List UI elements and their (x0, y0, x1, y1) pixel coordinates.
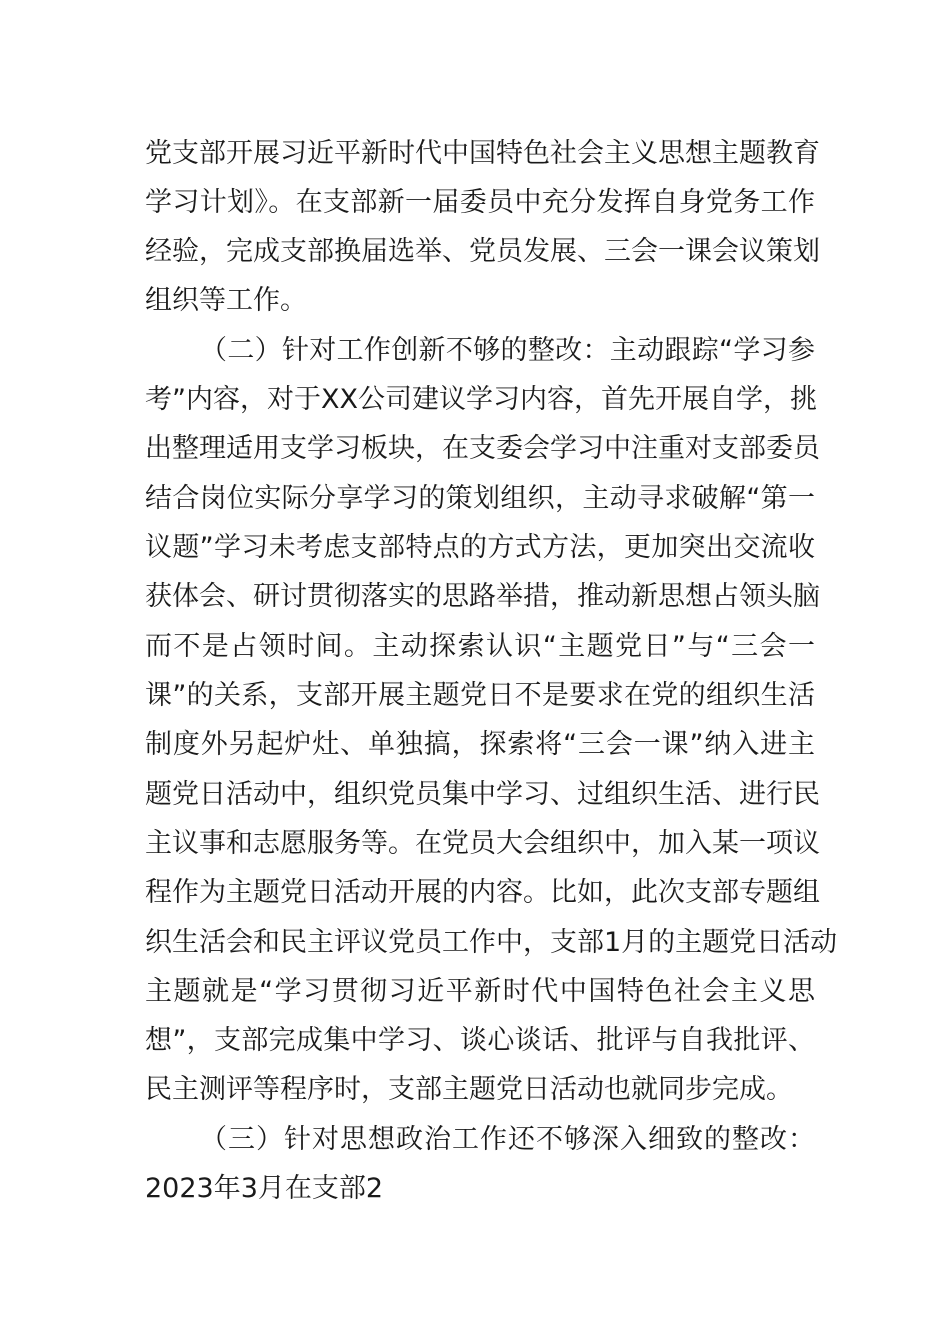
paragraph-line: 议题”学习未考虑支部特点的方式方法，更加突出交流收 (145, 532, 815, 563)
paragraph-line: 出整理适用支学习板块，在支委会学习中注重对支部委员 (145, 433, 820, 464)
paragraph-line: 题党日活动中，组织党员集中学习、过组织生活、进行民 (145, 779, 820, 810)
paragraph-line: 课”的关系，支部开展主题党日不是要求在党的组织生活 (145, 680, 815, 711)
paragraph-line: 党支部开展习近平新时代中国特色社会主义思想主题教育 (145, 138, 820, 169)
paragraph-line: 而不是占领时间。主动探索认识“主题党日”与“三会一 (145, 631, 815, 662)
paragraph-line: 2023年3月在支部2 (145, 1173, 384, 1204)
paragraph-line: （二）针对工作创新不够的整改：主动跟踪“学习参 (200, 335, 815, 366)
paragraph-line: （三）针对思想政治工作还不够深入细致的整改： (200, 1124, 815, 1155)
paragraph-line: 获体会、研讨贯彻落实的思路举措，推动新思想占领头脑 (145, 581, 820, 612)
paragraph-line: 织生活会和民主评议党员工作中，支部1月的主题党日活动 (145, 927, 838, 958)
paragraph-line: 经验，完成支部换届选举、党员发展、三会一课会议策划 (145, 236, 820, 267)
paragraph-line: 主题就是“学习贯彻习近平新时代中国特色社会主义思 (145, 976, 815, 1007)
paragraph-line: 学习计划》。在支部新一届委员中充分发挥自身党务工作 (145, 187, 815, 218)
paragraph-line: 组织等工作。 (145, 285, 307, 316)
paragraph-line: 程作为主题党日活动开展的内容。比如，此次支部专题组 (145, 877, 820, 908)
paragraph-line: 结合岗位实际分享学习的策划组织，主动寻求破解“第一 (145, 483, 815, 514)
paragraph-line: 主议事和志愿服务等。在党员大会组织中，加入某一项议 (145, 828, 820, 859)
paragraph-line: 想”，支部完成集中学习、谈心谈话、批评与自我批评、 (145, 1025, 815, 1056)
paragraph-line: 考”内容，对于XX公司建议学习内容，首先开展自学，挑 (145, 384, 817, 415)
paragraph-line: 制度外另起炉灶、单独搞，探索将“三会一课”纳入进主 (145, 729, 815, 760)
paragraph-line: 民主测评等程序时，支部主题党日活动也就同步完成。 (145, 1074, 793, 1105)
